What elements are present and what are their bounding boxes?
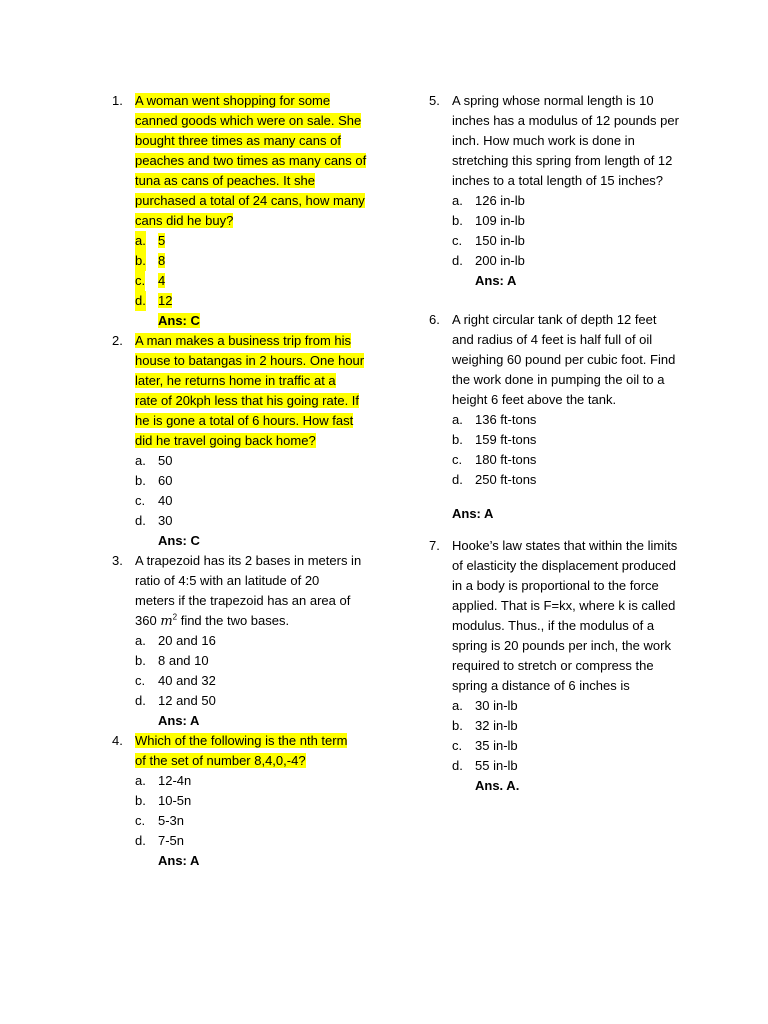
- option-letter: b.: [135, 251, 146, 271]
- option-text: 30 in-lb: [475, 698, 518, 713]
- question-line: [112, 171, 362, 191]
- question-line: meters if the trapezoid has an area of: [135, 593, 351, 608]
- question-line: [112, 91, 362, 111]
- spacer: [429, 490, 689, 504]
- question-line: [112, 191, 365, 211]
- option-text: 40 and 32: [158, 673, 216, 688]
- option: [112, 631, 362, 651]
- question-text: rate of 20kph less that his going rate. If: [135, 393, 360, 408]
- question-line: inches to a total length of 15 inches?: [452, 173, 664, 188]
- answer: Ans: A: [452, 506, 494, 521]
- question-text: A trapezoid has its 2 bases in meters in: [135, 553, 362, 568]
- question-7: [429, 536, 689, 796]
- question-text: purchased a total of 24 cans, how many: [135, 193, 365, 208]
- option-letter: d.: [452, 758, 463, 773]
- option: [429, 470, 689, 490]
- question-line: modulus. Thus., if the modulus of a: [452, 618, 655, 633]
- option: [112, 691, 362, 711]
- question-line: [112, 391, 362, 411]
- question-line: inches has a modulus of 12 pounds per: [452, 113, 679, 128]
- option: [429, 736, 689, 756]
- option: [112, 651, 362, 671]
- option-text: 60: [158, 473, 173, 488]
- question-4: [112, 731, 362, 871]
- answer: Ans: C: [158, 533, 200, 548]
- option-letter: c.: [135, 493, 146, 508]
- question-text: house to batangas in 2 hours. One hour: [135, 353, 365, 368]
- question-line: [429, 536, 689, 556]
- question-5: [429, 91, 689, 291]
- answer: Ans: A: [158, 713, 200, 728]
- option: [112, 491, 362, 511]
- option-text: 12 and 50: [158, 693, 216, 708]
- option-letter: d.: [135, 291, 146, 311]
- question-text: cans did he buy?: [135, 213, 234, 228]
- option: [112, 231, 362, 251]
- option-letter: b.: [135, 653, 146, 668]
- answer: Ans: A: [158, 853, 200, 868]
- option: [112, 771, 362, 791]
- question-text: did he travel going back home?: [135, 433, 316, 448]
- option-letter: a.: [135, 231, 146, 251]
- question-text: A spring whose normal length is 10: [452, 93, 654, 108]
- question-number: 5.: [429, 93, 440, 108]
- option: [429, 450, 689, 470]
- option-text: 8: [158, 253, 166, 268]
- question-text: A right circular tank of depth 12 feet: [452, 312, 657, 327]
- option-letter: c.: [452, 233, 463, 248]
- question-number: 3.: [112, 553, 123, 568]
- question-line: [112, 151, 367, 171]
- question-text: tuna as cans of peaches. It she: [135, 173, 315, 188]
- option-text: 10-5n: [158, 793, 192, 808]
- option-letter: c.: [135, 271, 145, 291]
- question-text: he is gone a total of 6 hours. How fast: [135, 413, 354, 428]
- question-text: A woman went shopping for some: [135, 93, 331, 108]
- option: [112, 291, 362, 311]
- option: [429, 410, 689, 430]
- option-letter: c.: [135, 673, 146, 688]
- question-line: the work done in pumping the oil to a: [452, 372, 665, 387]
- option-text: 136 ft-tons: [475, 412, 537, 427]
- option-letter: d.: [135, 513, 146, 528]
- option-text: 8 and 10: [158, 653, 209, 668]
- option-text: 30: [158, 513, 173, 528]
- question-line: and radius of 4 feet is half full of oil: [452, 332, 653, 347]
- spacer: [429, 524, 689, 536]
- question-number: 7.: [429, 538, 440, 553]
- option-letter: a.: [135, 453, 146, 468]
- option: [112, 471, 362, 491]
- question-text: 360: [135, 613, 161, 628]
- option-text: 7-5n: [158, 833, 185, 848]
- option-text: 150 in-lb: [475, 233, 525, 248]
- option-text: 109 in-lb: [475, 213, 525, 228]
- question-text: canned goods which were on sale. She: [135, 113, 362, 128]
- question-line: of elasticity the displacement produced: [452, 558, 677, 573]
- option-text: 200 in-lb: [475, 253, 525, 268]
- question-text: A man makes a business trip from his: [135, 333, 352, 348]
- option-letter: a.: [452, 412, 463, 427]
- option: [112, 831, 362, 851]
- option: [112, 251, 362, 271]
- math-variable: m: [160, 614, 173, 629]
- answer: Ans: A: [475, 273, 517, 288]
- option-letter: b.: [452, 432, 463, 447]
- option-letter: a.: [452, 193, 463, 208]
- option: [112, 271, 362, 291]
- question-number: 6.: [429, 312, 440, 327]
- question-line: [112, 371, 362, 391]
- option: [429, 430, 689, 450]
- question-line: [429, 310, 689, 330]
- question-number: 2.: [112, 333, 123, 348]
- option-letter: a.: [452, 698, 463, 713]
- question-line: [112, 431, 362, 451]
- question-line: [112, 411, 362, 431]
- question-line: inch. How much work is done in: [452, 133, 635, 148]
- question-line: [112, 351, 365, 371]
- question-line: applied. That is F=kx, where k is called: [452, 598, 676, 613]
- option-text: 32 in-lb: [475, 718, 518, 733]
- question-line: required to stretch or compress the: [452, 658, 654, 673]
- option: [112, 671, 362, 691]
- question-2: [112, 331, 365, 551]
- option-letter: d.: [452, 472, 463, 487]
- option-text: 5-3n: [158, 813, 185, 828]
- option-letter: c.: [135, 813, 146, 828]
- question-line: [112, 111, 362, 131]
- question-text: later, he returns home in traffic at a: [135, 373, 336, 388]
- question-line: stretching this spring from length of 12: [452, 153, 673, 168]
- option: [429, 251, 689, 271]
- option: [429, 211, 689, 231]
- option-letter: c.: [452, 452, 463, 467]
- question-line: [112, 331, 362, 351]
- option-letter: d.: [135, 693, 146, 708]
- question-line: [112, 751, 362, 771]
- option: [429, 191, 689, 211]
- option-letter: d.: [452, 253, 463, 268]
- option-letter: b.: [452, 213, 463, 228]
- option-letter: b.: [452, 718, 463, 733]
- option-text: 50: [158, 453, 173, 468]
- question-3: [112, 551, 362, 731]
- option-letter: a.: [135, 633, 146, 648]
- question-line: [112, 211, 362, 231]
- answer: [112, 311, 362, 331]
- option-text: 35 in-lb: [475, 738, 518, 753]
- option-letter: a.: [135, 773, 146, 788]
- question-text: bought three times as many cans of: [135, 133, 341, 148]
- left-column: [112, 91, 367, 871]
- option-letter: b.: [135, 473, 146, 488]
- option-text: 12: [158, 293, 173, 308]
- question-line: [112, 551, 362, 571]
- option-text: 12-4n: [158, 773, 192, 788]
- option-text: 40: [158, 493, 173, 508]
- option: [112, 811, 362, 831]
- option-text: 20 and 16: [158, 633, 216, 648]
- question-line: [112, 131, 362, 151]
- option-text: 250 ft-tons: [475, 472, 537, 487]
- question-6: [429, 310, 689, 524]
- answer-text: Ans: C: [158, 313, 200, 328]
- question-text: Which of the following is the nth term: [135, 733, 348, 748]
- option-letter: d.: [135, 833, 146, 848]
- option-letter: b.: [135, 793, 146, 808]
- option-text: 126 in-lb: [475, 193, 525, 208]
- question-1: [112, 91, 367, 331]
- option: [112, 511, 362, 531]
- math-exponent: 2: [172, 612, 178, 622]
- question-text: Hooke’s law states that within the limits: [452, 538, 678, 553]
- question-text: find the two bases.: [177, 613, 290, 628]
- question-line: [112, 611, 362, 631]
- right-column: [429, 91, 689, 796]
- question-line: [112, 731, 362, 751]
- question-line: ratio of 4:5 with an latitude of 20: [135, 573, 320, 588]
- question-line: [429, 91, 689, 111]
- option-text: 159 ft-tons: [475, 432, 537, 447]
- question-text: peaches and two times as many cans of: [135, 153, 367, 168]
- question-text: of the set of number 8,4,0,-4?: [135, 753, 306, 768]
- question-line: in a body is proportional to the force: [452, 578, 659, 593]
- option: [429, 716, 689, 736]
- option-text: 55 in-lb: [475, 758, 518, 773]
- question-number: 4.: [112, 733, 123, 748]
- option: [429, 756, 689, 776]
- option: [429, 696, 689, 716]
- question-line: height 6 feet above the tank.: [452, 392, 617, 407]
- option: [112, 791, 362, 811]
- option-letter: c.: [452, 738, 463, 753]
- question-line: spring a distance of 6 inches is: [452, 678, 630, 693]
- answer: Ans. A.: [475, 778, 520, 793]
- spacer: [429, 291, 689, 310]
- option: [429, 231, 689, 251]
- option: [112, 451, 362, 471]
- option-text: 4: [158, 273, 166, 288]
- option-text: 180 ft-tons: [475, 452, 537, 467]
- question-number: 1.: [112, 93, 123, 108]
- option-text: 5: [158, 233, 166, 248]
- question-line: weighing 60 pound per cubic foot. Find: [452, 352, 676, 367]
- question-line: spring is 20 pounds per inch, the work: [452, 638, 671, 653]
